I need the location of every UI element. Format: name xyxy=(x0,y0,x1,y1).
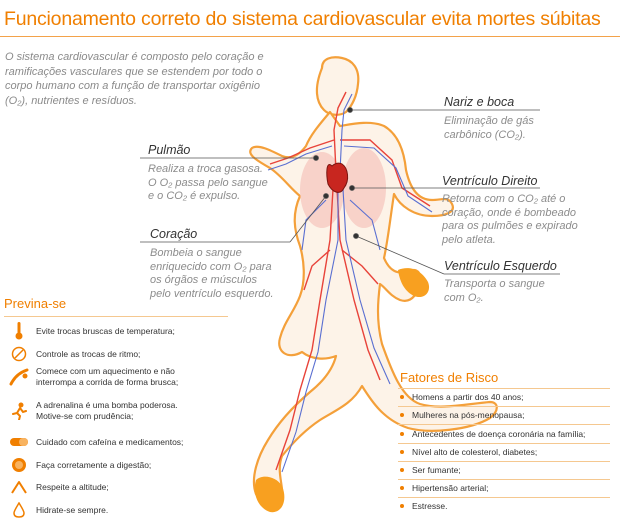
bullet-icon xyxy=(400,413,404,417)
bullet-icon xyxy=(400,468,404,472)
fatores-item: Homens a partir dos 40 anos; xyxy=(400,392,524,402)
pill-icon xyxy=(8,432,30,452)
water-drop-icon xyxy=(8,500,30,520)
label-pulmao-desc: Realiza a troca gasosa. O O₂ passa pelo sangue e o CO₂ é expulso. xyxy=(148,163,268,202)
previna-item: Hidrate-se sempre. xyxy=(8,500,228,520)
plate-icon xyxy=(8,455,30,475)
mountain-icon xyxy=(8,477,30,497)
bullet-icon xyxy=(400,432,404,436)
label-vesquerdo-title: Ventrículo Esquerdo xyxy=(444,259,557,273)
previna-item: Controle as trocas de ritmo; xyxy=(8,344,228,364)
fatores-item: Ser fumante; xyxy=(400,465,461,475)
label-nariz-desc: Eliminação de gás carbônico (CO₂). xyxy=(444,115,534,141)
fatores-divider xyxy=(398,424,610,425)
previna-item: A adrenalina é uma bomba poderosa. Motive-se com prudência; xyxy=(8,400,228,422)
previna-divider xyxy=(4,316,228,317)
previna-item: Comece com um aquecimento e não interrompa a corrida de forma brusca; xyxy=(8,366,228,388)
fatores-item: Hipertensão arterial; xyxy=(400,483,489,493)
rhythm-gauge-icon xyxy=(8,344,30,364)
bullet-icon xyxy=(400,486,404,490)
fatores-divider xyxy=(398,443,610,444)
label-vdireito-desc: Retorna com o CO₂ até o coração, onde é bombeado para os pulmões e expirado pelo atleta. xyxy=(442,193,578,246)
thermometer-icon xyxy=(8,321,30,341)
fatores-divider xyxy=(398,406,610,407)
previna-item: Faça corretamente a digestão; xyxy=(8,455,228,475)
heart xyxy=(327,163,348,192)
fatores-divider xyxy=(398,479,610,480)
previna-title: Previna-se xyxy=(4,296,67,311)
fatores-item: Antecedentes de doença coronária na família; xyxy=(400,429,585,439)
runner-icon xyxy=(8,401,30,421)
fatores-divider xyxy=(398,461,610,462)
stretching-icon xyxy=(8,367,30,387)
previna-item: Cuidado com cafeína e medicamentos; xyxy=(8,432,228,452)
label-vesquerdo-desc: Transporta o sangue com O₂. xyxy=(444,278,545,304)
bullet-icon xyxy=(400,395,404,399)
previna-item: Evite trocas bruscas de temperatura; xyxy=(8,321,228,341)
label-coracao-title: Coração xyxy=(150,227,198,241)
label-nariz-title: Nariz e boca xyxy=(444,95,515,109)
fatores-title: Fatores de Risco xyxy=(400,370,499,385)
intro-text: O sistema cardiovascular é composto pelo coração e ramificações vasculares que se estendem por todo o corpo humano com a função de transportar oxigênio (O₂), nutrientes e resíduos. xyxy=(5,51,264,107)
fatores-item: Nível alto de colesterol, diabetes; xyxy=(400,447,537,457)
fatores-divider xyxy=(398,497,610,498)
fatores-item: Estresse. xyxy=(400,501,447,511)
fatores-item: Mulheres na pós-menopausa; xyxy=(400,410,524,420)
label-vdireito-title: Ventrículo Direito xyxy=(442,174,538,188)
previna-item: Respeite a altitude; xyxy=(8,477,228,497)
fatores-divider xyxy=(398,388,610,389)
bullet-icon xyxy=(400,504,404,508)
label-coracao-desc: Bombeia o sangue enriquecido com O₂ para os órgãos e músculos pelo ventrículo esquerdo. xyxy=(150,247,274,300)
bullet-icon xyxy=(400,450,404,454)
label-pulmao-title: Pulmão xyxy=(148,143,191,157)
page-title: Funcionamento correto do sistema cardiovascular evita mortes súbitas xyxy=(4,8,601,30)
